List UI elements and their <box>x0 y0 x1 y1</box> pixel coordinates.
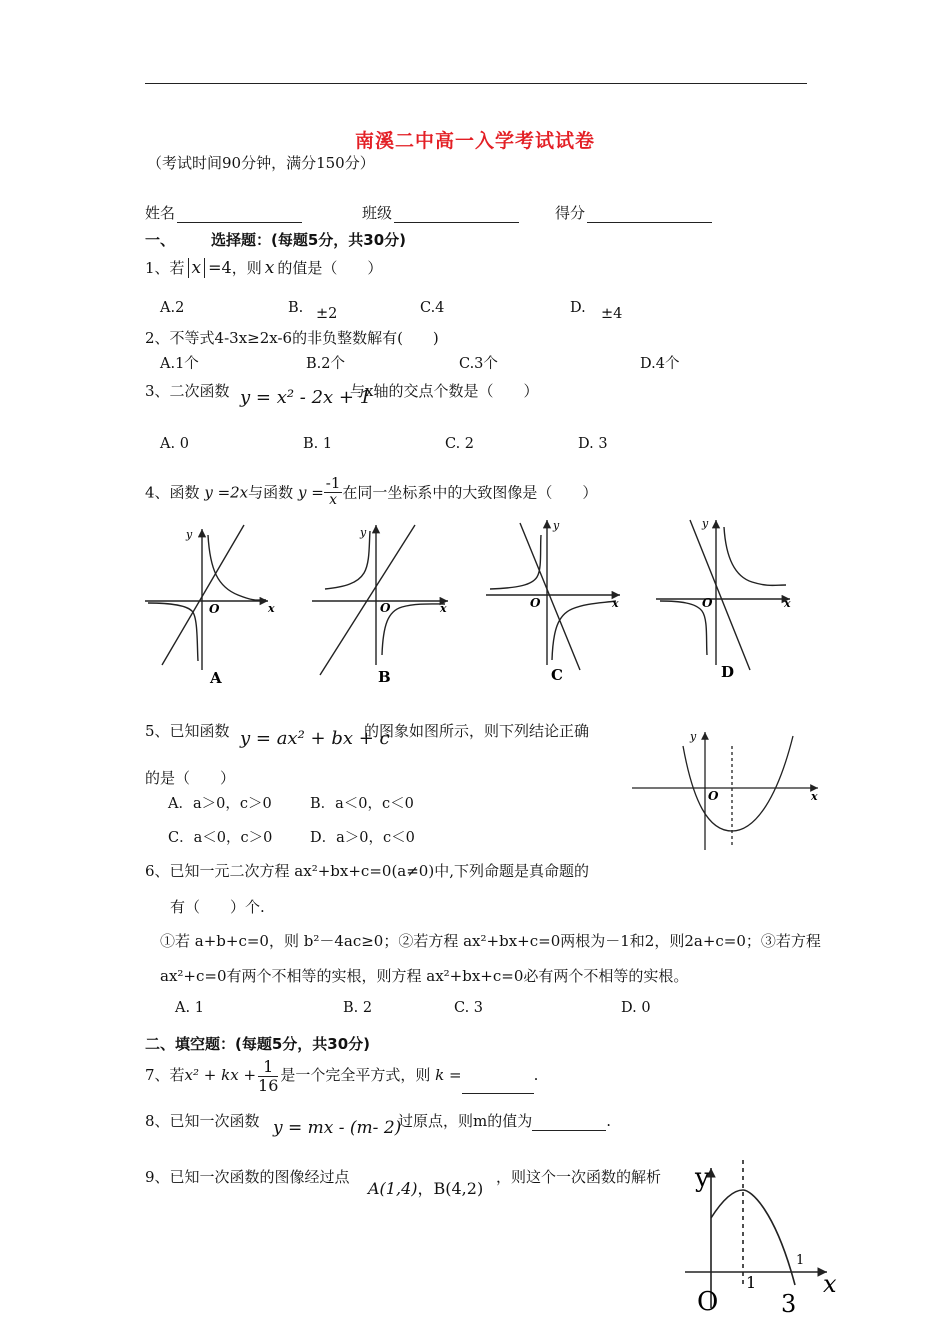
q1-option-d: D. <box>570 300 586 316</box>
q6-line1: 6、已知一元二次方程 ax²+bx+c=0(a≠0)中,下列命题是真命题的 <box>145 862 589 880</box>
score-label: 得分 <box>555 204 586 222</box>
score-blank[interactable] <box>587 208 712 223</box>
q3-suffix: 与x轴的交点个数是（ ） <box>350 382 539 400</box>
q8-end: . <box>606 1112 612 1130</box>
q9-origin: O <box>697 1287 719 1315</box>
graph-a-y-label: y <box>186 528 193 541</box>
q7-frac-den: 16 <box>258 1075 279 1095</box>
q6-option-b: B. 2 <box>343 1000 373 1016</box>
q6-line3: ①若 a+b+c=0，则 b²－4ac≥0；②若方程 ax²+bx+c=0两根为－1和2，则2a+c=0；③若方程 <box>160 932 821 950</box>
q9-sep: ， <box>417 1179 434 1198</box>
q1-mid: ，则 <box>231 259 262 277</box>
q6-option-d: D. 0 <box>621 1000 651 1016</box>
q3-option-a: A. 0 <box>160 436 189 452</box>
name-field[interactable] <box>145 202 302 223</box>
q9-point-b: B(4,2) <box>433 1179 484 1198</box>
q5-line2: 的是（ ） <box>145 769 236 787</box>
graph-b-x-label: x <box>440 602 447 615</box>
q3-option-d: D. 3 <box>578 436 608 452</box>
q4-f1: y =2x <box>204 483 249 502</box>
q1-option-a: A.2 <box>160 300 185 316</box>
q3-option-c: C. 2 <box>445 436 475 452</box>
class-blank[interactable] <box>394 208 519 223</box>
graph-b-label: B <box>378 668 391 686</box>
q8-suffix <box>398 1110 611 1131</box>
q1-suffix: 的值是（ ） <box>277 259 383 277</box>
graph-c-x-label: x <box>612 597 619 610</box>
q9-x-label: x <box>823 1270 837 1298</box>
q5-option-d: D．a＞0，c＜0 <box>310 830 415 846</box>
q5-formula: y = ax² + bx + c <box>240 728 390 749</box>
graph-a <box>145 525 268 670</box>
q3-option-b: B. 1 <box>303 436 333 452</box>
q5-suffix: 的图象如图所示，则下列结论正确 <box>364 722 590 740</box>
graph-d-origin: O <box>702 596 713 610</box>
q6-option-a: A. 1 <box>175 1000 204 1016</box>
page-title: 南溪二中高一入学考试试卷 <box>354 130 595 152</box>
q7-suffix: 是一个完全平方式，则 <box>280 1066 431 1085</box>
graph-d-label: D <box>721 663 735 681</box>
q8-prefix: 8、已知一次函数 <box>145 1112 260 1130</box>
q5-option-a: A．a＞0，c＞0 <box>168 796 272 812</box>
class-field[interactable] <box>362 202 519 223</box>
section1-heading: 选择题：(每题5分，共30分) <box>211 231 407 249</box>
q5-y-label: y <box>690 730 697 743</box>
q3-formula: y = x² - 2x + 1 <box>240 387 372 408</box>
q1-option-b: B. <box>288 300 304 316</box>
q9-point-a: A(1,4) <box>368 1179 418 1198</box>
graph-b <box>312 525 448 675</box>
q2-option-d: D.4个 <box>640 356 680 372</box>
q2-option-c: C.3个 <box>459 356 498 372</box>
q5-option-c: C．a＜0，c＞0 <box>168 830 273 846</box>
section1-number: 一、 <box>145 231 176 249</box>
q9-graph <box>685 1150 845 1315</box>
q5-origin: O <box>708 789 719 803</box>
q9-prefix: 9、已知一次函数的图像经过点 <box>145 1168 350 1186</box>
q2-option-a: A.1个 <box>160 356 199 372</box>
q6-line4: ax²+c=0有两个不相等的实根，则方程 ax²+bx+c=0必有两个不相等的实根。 <box>160 967 689 985</box>
q7-answer-blank[interactable] <box>462 1080 534 1094</box>
q7-prefix: 7、若 <box>145 1066 185 1085</box>
q4-mid: 与函数 <box>248 483 294 502</box>
q1-eq4: =4 <box>208 258 232 277</box>
q9-suffix: ，则这个一次函数的解析 <box>496 1168 662 1186</box>
exam-info: （考试时间90分钟，满分150分） <box>147 154 375 172</box>
q1-var: x <box>264 258 275 278</box>
q8-formula-text: y = mx - (m- 2) <box>273 1118 402 1138</box>
name-blank[interactable] <box>177 208 302 223</box>
graph-a-origin: O <box>209 602 220 616</box>
q7-stem <box>145 1058 538 1094</box>
graph-b-y-label: y <box>360 526 367 539</box>
q8-suffix-text: 过原点，则m的值为 <box>398 1112 533 1130</box>
class-label: 班级 <box>362 204 393 222</box>
q5-option-b: B．a＜0，c＜0 <box>310 796 414 812</box>
graph-b-origin: O <box>380 601 391 615</box>
q7-frac-num: 1 <box>258 1058 278 1077</box>
name-label: 姓名 <box>145 204 176 222</box>
q9-y-label: y <box>695 1163 710 1193</box>
q1-option-c: C.4 <box>420 300 445 316</box>
q4-stem <box>145 474 598 508</box>
q1-option-b-value: ±2 <box>316 306 338 322</box>
q2-stem: 2、不等式4-3x≥2x-6的非负整数解有( ) <box>145 329 439 347</box>
q4-frac-den: x <box>329 491 338 508</box>
q7-end: . <box>533 1066 539 1085</box>
q2-option-b: B.2个 <box>306 356 345 372</box>
q7-expr: x² + kx + <box>184 1066 257 1085</box>
q8-formula <box>273 1118 401 1138</box>
graph-c-origin: O <box>530 596 541 610</box>
q4-prefix: 4、函数 <box>145 483 200 502</box>
graph-a-x-label: x <box>268 602 275 615</box>
q1-stem <box>145 257 382 278</box>
q5-x-label: x <box>811 790 818 803</box>
q9-tick-3: 3 <box>781 1290 797 1315</box>
score-field[interactable] <box>555 202 712 223</box>
q3-prefix: 3、二次函数 <box>145 382 230 400</box>
q4-suffix: 在同一坐标系中的大致图像是（ ） <box>342 483 598 502</box>
graph-c-y-label: y <box>553 519 560 532</box>
q5-prefix: 5、已知函数 <box>145 722 230 740</box>
q6-option-c: C. 3 <box>454 1000 484 1016</box>
q4-frac-num: -1 <box>325 474 341 492</box>
graph-a-label: A <box>210 669 222 687</box>
graph-c-label: C <box>551 666 563 684</box>
section2-heading: 二、填空题：(每题5分，共30分) <box>145 1035 371 1053</box>
q1-option-d-value: ±4 <box>601 306 623 322</box>
q7-k: k = <box>435 1066 462 1085</box>
graph-d-y-label: y <box>702 517 709 530</box>
q8-answer-blank[interactable] <box>532 1117 606 1131</box>
q9-tick-1: 1 <box>746 1273 757 1292</box>
graph-d-x-label: x <box>784 597 791 610</box>
graph-d <box>656 520 790 670</box>
graph-c <box>486 520 620 670</box>
q4-f2: y = <box>297 483 324 502</box>
q6-line2: 有（ ）个. <box>170 898 265 916</box>
q9-points <box>368 1176 483 1199</box>
header-rule <box>145 83 807 84</box>
q1-abs-x: x <box>188 258 206 278</box>
q9-tick-y1: 1 <box>796 1253 805 1268</box>
q4-graphs <box>140 515 800 695</box>
q1-prefix: 1、若 <box>145 259 185 277</box>
q5-graph <box>628 726 828 854</box>
